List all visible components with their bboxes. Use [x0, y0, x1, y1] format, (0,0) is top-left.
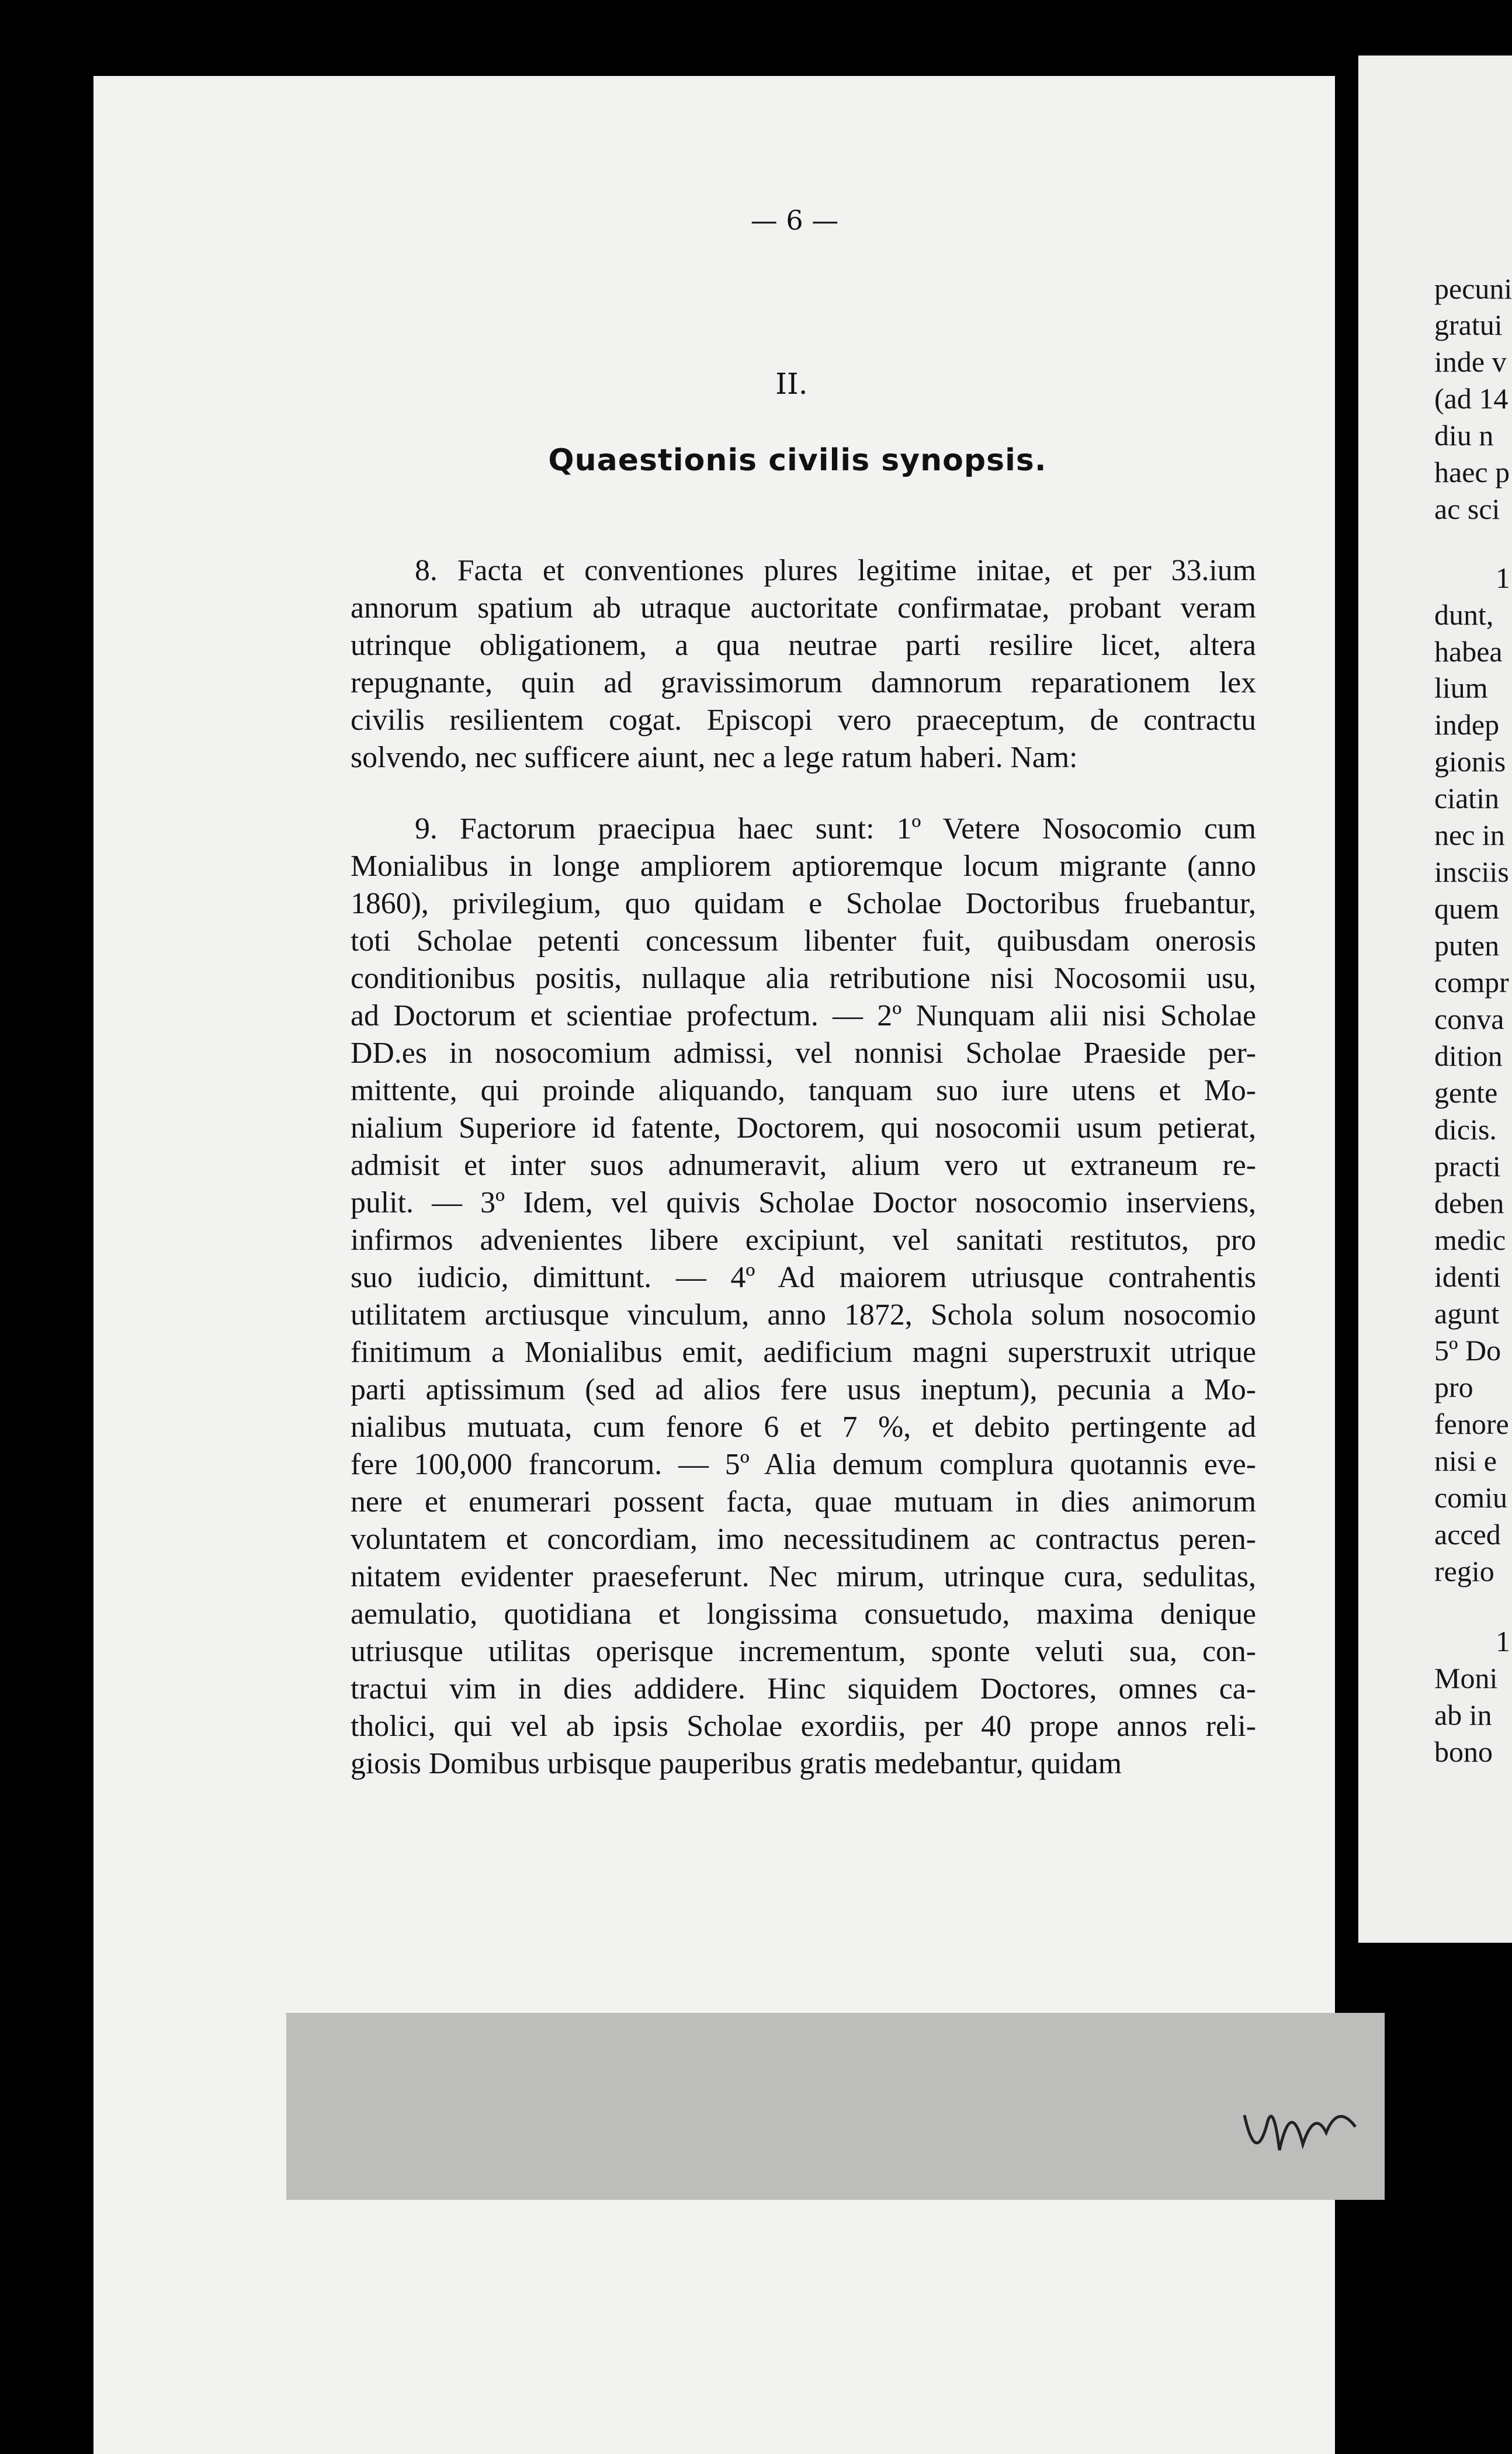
- text-line: nialium Superiore id fatente, Doctorem, qui nosocomii usum petierat,: [351, 1111, 1256, 1145]
- facing-page-line: comiu: [1434, 1481, 1507, 1514]
- facing-page-line: dicis.: [1434, 1113, 1497, 1146]
- facing-page-line: pecuni: [1434, 272, 1512, 305]
- facing-page-line: conva: [1434, 1003, 1504, 1035]
- facing-page-line: diu n: [1434, 419, 1494, 452]
- section-number: II.: [775, 367, 808, 401]
- text-line: conditionibus positis, nullaque alia retributione nisi Nocosomii usu,: [351, 962, 1256, 995]
- text-line: annorum spatium ab utraque auctoritate confirmatae, probant veram: [351, 591, 1256, 625]
- facing-page-line: bono: [1434, 1735, 1493, 1768]
- text-line: utriusque utilitas operisque incrementum, sponte veluti sua, con-: [351, 1635, 1256, 1668]
- facing-page-line: nisi e: [1434, 1444, 1497, 1477]
- facing-page-line: haec p: [1434, 456, 1510, 488]
- facing-page-line: 5º Do: [1434, 1334, 1501, 1367]
- paragraph-9: [351, 810, 1256, 1783]
- text-line: voluntatem et concordiam, imo necessitudinem ac contractus peren-: [351, 1523, 1256, 1556]
- facing-page-line: regio: [1434, 1555, 1494, 1588]
- facing-page-line: dition: [1434, 1039, 1503, 1072]
- facing-page-line: habea: [1434, 635, 1503, 668]
- facing-page-line: fenore: [1434, 1408, 1509, 1440]
- text-line: solvendo, nec sufficere aiunt, nec a lege ratum haberi. Nam:: [351, 741, 1078, 774]
- text-line: pulit. — 3º Idem, vel quivis Scholae Doctor nosocomio inserviens,: [351, 1186, 1256, 1219]
- text-line: parti aptissimum (sed ad alios fere usus ineptum), pecunia a Mo-: [351, 1373, 1256, 1406]
- facing-page-line: indep: [1434, 708, 1500, 741]
- text-line: utilitatem arctiusque vinculum, anno 1872, Schola solum nosocomio: [351, 1298, 1256, 1332]
- page-number: — 6 —: [750, 204, 839, 236]
- facing-page-line: identi: [1434, 1260, 1501, 1293]
- text-line: nere et enumerari possent facta, quae mutuam in dies animorum: [351, 1485, 1256, 1519]
- facing-page-line: gionis: [1434, 745, 1506, 778]
- text-line: giosis Domibus urbisque pauperibus gratis medebantur, quidam: [351, 1747, 1122, 1780]
- text-line: 9. Factorum praecipua haec sunt: 1º Vetere Nosocomio cum: [415, 812, 1256, 845]
- page-edge-strip: [286, 2013, 1385, 2200]
- facing-page-line: 1: [1496, 1625, 1510, 1658]
- paragraph-8: [351, 552, 1256, 777]
- facing-page-line: dunt,: [1434, 598, 1494, 631]
- text-line: tractui vim in dies addidere. Hinc siquidem Doctores, omnes ca-: [351, 1672, 1256, 1706]
- facing-page-line: gente: [1434, 1076, 1498, 1109]
- facing-page-line: puten: [1434, 929, 1500, 962]
- facing-page-line: inde v: [1434, 345, 1507, 378]
- facing-page-line: gratui: [1434, 309, 1503, 341]
- facing-page-line: ab in: [1434, 1699, 1492, 1731]
- text-line: mittente, qui proinde aliquando, tanquam suo iure utens et Mo-: [351, 1074, 1256, 1107]
- facing-page-line: compr: [1434, 966, 1509, 999]
- facing-page-line: pro: [1434, 1371, 1473, 1403]
- text-line: toti Scholae petenti concessum libenter fuit, quibusdam onerosis: [351, 924, 1256, 958]
- facing-page-line: medic: [1434, 1223, 1506, 1256]
- text-line: nialibus mutuata, cum fenore 6 et 7 %, et debito pertingente ad: [351, 1410, 1256, 1444]
- text-line: infirmos advenientes libere excipiunt, vel sanitati restitutos, pro: [351, 1223, 1256, 1257]
- text-line: Monialibus in longe ampliorem aptioremque locum migrante (anno: [351, 850, 1256, 883]
- facing-page-line: agunt: [1434, 1297, 1500, 1330]
- facing-page-line: Moni: [1434, 1662, 1498, 1694]
- text-line: finitimum a Monialibus emit, aedificium magni superstruxit utrique: [351, 1336, 1256, 1369]
- text-line: tholici, qui vel ab ipsis Scholae exordiis, per 40 prope annos reli-: [351, 1710, 1256, 1743]
- text-line: ad Doctorum et scientiae profectum. — 2º Nunquam alii nisi Scholae: [351, 999, 1256, 1032]
- facing-page-line: acced: [1434, 1518, 1501, 1551]
- facing-page-line: practi: [1434, 1150, 1501, 1183]
- facing-page-line: ac sci: [1434, 493, 1500, 525]
- text-line: utrinque obligationem, a qua neutrae parti resilire licet, altera: [351, 629, 1256, 662]
- facing-page-line: nec in: [1434, 819, 1505, 851]
- facing-page-line: quem: [1434, 892, 1500, 925]
- handwritten-mark: [1239, 2080, 1367, 2185]
- text-line: nitatem evidenter praeseferunt. Nec mirum, utrinque cura, sedulitas,: [351, 1560, 1256, 1593]
- text-line: 8. Facta et conventiones plures legitime initae, et per 33.ium: [415, 554, 1256, 587]
- text-line: 1860), privilegium, quo quidam e Scholae Doctoribus fruebantur,: [351, 887, 1256, 920]
- facing-page-line: ciatin: [1434, 782, 1500, 814]
- text-line: civilis resilientem cogat. Episcopi vero praeceptum, de contractu: [351, 703, 1256, 737]
- text-line: aemulatio, quotidiana et longissima consuetudo, maxima denique: [351, 1597, 1256, 1631]
- text-line: repugnante, quin ad gravissimorum damnorum reparationem lex: [351, 666, 1256, 699]
- text-line: DD.es in nosocomium admissi, vel nonnisi Scholae Praeside per-: [351, 1037, 1256, 1070]
- facing-page-line: 1: [1496, 561, 1510, 594]
- facing-page-line: (ad 14: [1434, 382, 1508, 415]
- facing-page-line: deben: [1434, 1187, 1504, 1219]
- text-line: admisit et inter suos adnumeravit, alium vero ut extraneum re-: [351, 1149, 1256, 1182]
- section-title: Quaestionis civilis synopsis.: [548, 443, 1047, 478]
- facing-page-line: lium: [1434, 671, 1488, 704]
- text-line: fere 100,000 francorum. — 5º Alia demum complura quotannis eve-: [351, 1448, 1256, 1481]
- text-line: suo iudicio, dimittunt. — 4º Ad maiorem utriusque contrahentis: [351, 1261, 1256, 1294]
- facing-page-line: insciis: [1434, 855, 1509, 888]
